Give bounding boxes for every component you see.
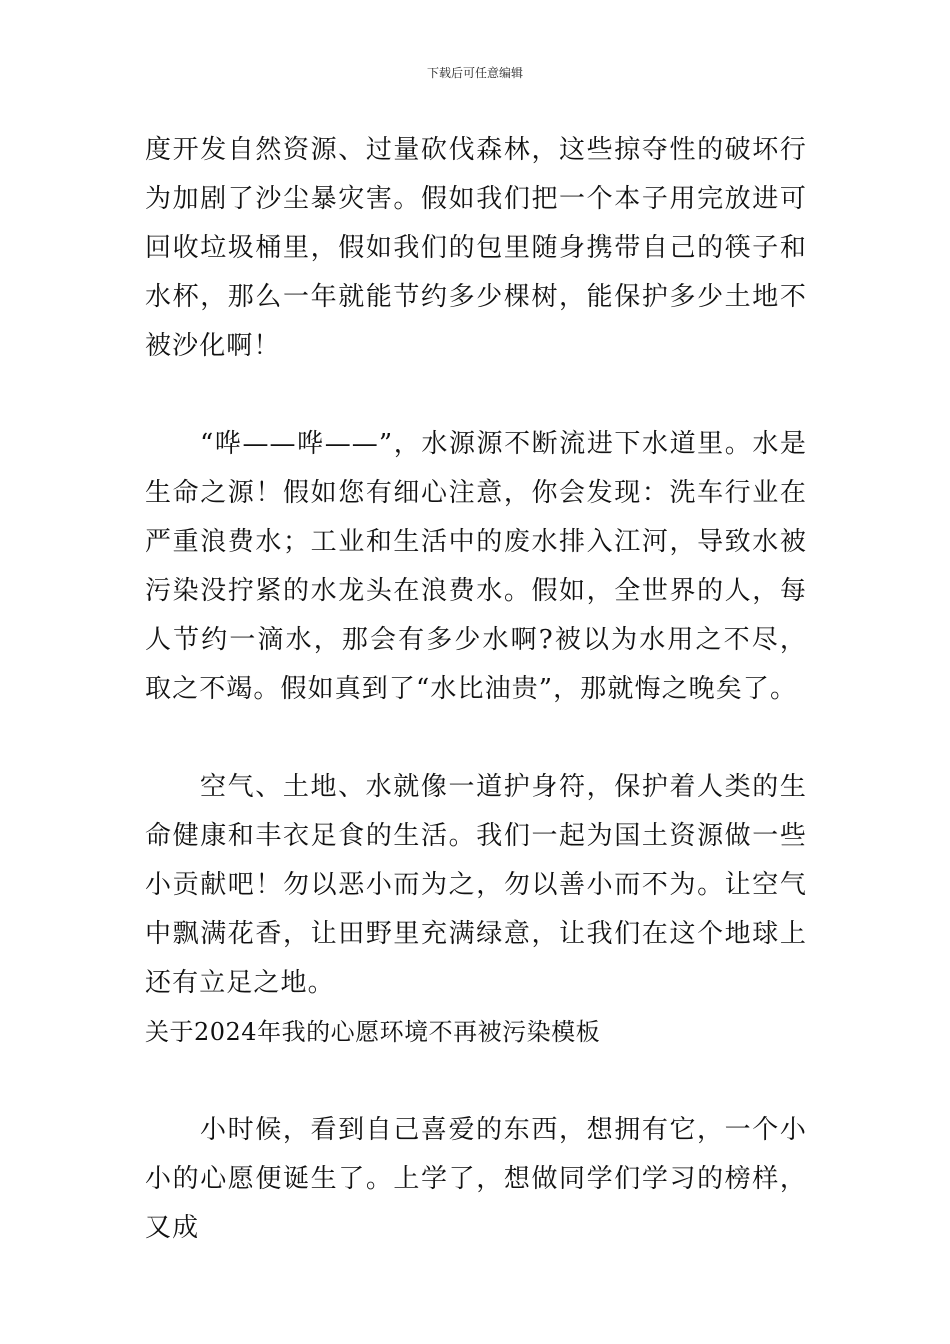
paragraph-deforestation: 度开发自然资源、过量砍伐森林，这些掠夺性的破坏行为加剧了沙尘暴灾害。假如我们把一个本子用完放进可回收垃圾桶里，假如我们的包里随身携带自己的筷子和水杯，那么一年就能节约多少棵树，能保护多少土地不被沙化啊！ (145, 135, 807, 361)
paragraph-amulet: 空气、土地、水就像一道护身符，保护着人类的生命健康和丰衣足食的生活。我们一起为国土资源做一些小贡献吧！勿以恶小而为之，勿以善小而不为。让空气中飘满花香，让田野里充满绿意，让我们在这个地球上还有立足之地。 (145, 772, 807, 998)
paragraph-childhood-wish: 小时候，看到自己喜爱的东西，想拥有它，一个小小的心愿便诞生了。上学了，想做同学们学习的榜样，又成 (145, 1115, 807, 1243)
section-title: 关于2024年我的心愿环境不再被污染模板 (145, 1018, 601, 1046)
page-header-note: 下载后可任意编辑 (426, 66, 523, 80)
document-body (145, 126, 807, 1253)
paragraph-water: “哗——哗——”，水源源不断流进下水道里。水是生命之源！假如您有细心注意，你会发现：洗车行业在严重浪费水；工业和生活中的废水排入江河，导致水被污染没拧紧的水龙头在浪费水。假如，全世界的人，每人节约一滴水，那会有多少水啊?被以为水用之不尽，取之不竭。假如真到了“水比油贵”，那就悔之晚矣了。 (145, 429, 807, 704)
